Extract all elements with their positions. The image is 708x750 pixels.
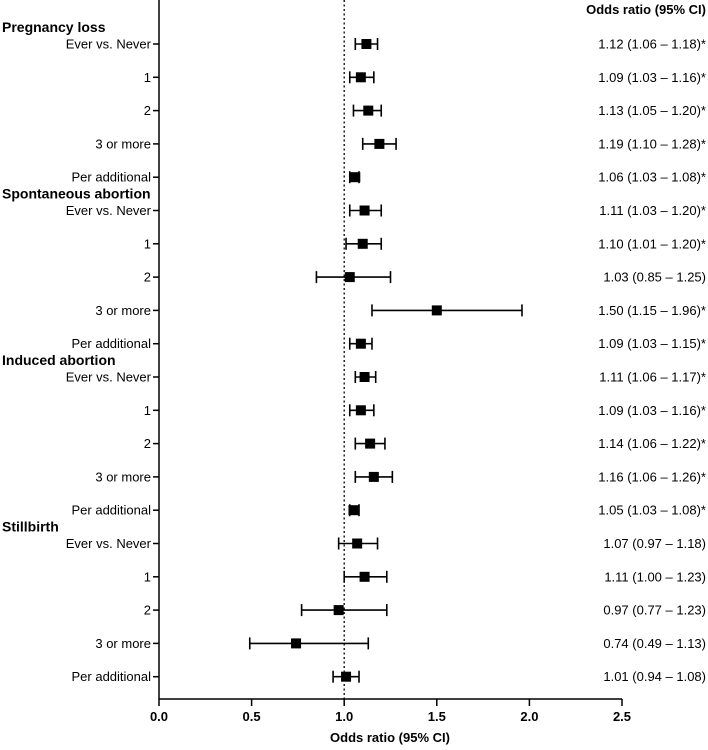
group-heading: Pregnancy loss	[2, 19, 106, 35]
x-tick-label: 2.5	[612, 709, 632, 724]
row-label: 3 or more	[95, 635, 151, 651]
group-heading: Stillbirth	[2, 518, 59, 535]
point-estimate	[365, 439, 375, 449]
row-label: 3 or more	[95, 302, 151, 318]
estimate-label: 1.11 (1.00 – 1.23)	[604, 569, 706, 585]
estimate-label: 1.13 (1.05 – 1.20)*	[598, 103, 706, 119]
point-estimate	[348, 505, 358, 515]
point-estimate	[360, 372, 370, 382]
point-estimate	[350, 172, 360, 182]
estimate-label: 1.10 (1.01 – 1.20)*	[598, 236, 706, 252]
forest-rows	[2, 19, 706, 684]
estimate-label: 1.11 (1.03 – 1.20)*	[599, 203, 706, 218]
row-label: Per additional	[71, 502, 151, 518]
point-estimate	[341, 672, 351, 682]
row-label: 1	[143, 402, 151, 418]
row-label: Per additional	[71, 169, 151, 185]
point-estimate	[352, 539, 362, 549]
row-label: 3 or more	[95, 136, 151, 152]
point-estimate	[363, 106, 373, 116]
group-heading: Induced abortion	[2, 352, 116, 368]
estimate-label: 1.09 (1.03 – 1.15)*	[598, 336, 706, 352]
estimate-label: 0.74 (0.49 – 1.13)	[603, 635, 706, 651]
row-label: Per additional	[71, 669, 151, 685]
estimate-label: 0.97 (0.77 – 1.23)	[603, 602, 706, 618]
estimate-label: 1.07 (0.97 – 1.18)	[603, 536, 706, 551]
estimate-label: 1.50 (1.15 – 1.96)*	[598, 302, 706, 318]
estimate-label: 1.14 (1.06 – 1.22)*	[598, 436, 706, 452]
estimate-label: 1.03 (0.85 – 1.25)	[603, 269, 706, 285]
x-tick-label: 1.0	[335, 709, 354, 724]
point-estimate	[360, 206, 370, 216]
estimate-label: 1.01 (0.94 – 1.08)	[603, 669, 706, 685]
point-estimate	[356, 72, 366, 82]
x-axis-ticks	[150, 699, 631, 724]
estimate-label: 1.16 (1.06 – 1.26)*	[598, 469, 706, 485]
point-estimate	[361, 39, 371, 49]
row-label: 1	[143, 569, 151, 585]
estimate-label: 1.06 (1.03 – 1.08)*	[598, 169, 706, 185]
row-label: 2	[143, 602, 151, 618]
row-label: 2	[143, 269, 151, 285]
point-estimate	[360, 572, 370, 582]
row-label: Per additional	[71, 336, 151, 352]
point-estimate	[432, 305, 442, 315]
point-estimate	[356, 339, 366, 349]
row-label: 1	[143, 236, 151, 252]
point-estimate	[356, 405, 366, 415]
point-estimate	[358, 239, 368, 249]
estimate-label: 1.12 (1.06 – 1.18)*	[598, 36, 706, 52]
x-tick-label: 1.5	[427, 709, 446, 724]
x-tick-label: 0.5	[242, 709, 261, 724]
row-label: Ever vs. Never	[65, 536, 151, 551]
row-label: 2	[143, 103, 151, 119]
estimate-label: 1.19 (1.10 – 1.28)*	[598, 136, 706, 152]
estimate-label: 1.05 (1.03 – 1.08)*	[598, 502, 706, 518]
row-label: Ever vs. Never	[65, 369, 151, 385]
estimate-label: 1.11 (1.06 – 1.17)*	[599, 369, 706, 385]
x-tick-label: 0.0	[149, 709, 169, 724]
row-label: 2	[143, 436, 151, 452]
point-estimate	[345, 272, 355, 282]
point-estimate	[291, 638, 301, 648]
group-heading: Spontaneous abortion	[2, 185, 151, 202]
point-estimate	[374, 139, 384, 149]
estimate-column-header: Odds ratio (95% CI)	[586, 2, 706, 17]
row-label: Ever vs. Never	[65, 203, 151, 218]
estimate-label: 1.09 (1.03 – 1.16)*	[598, 69, 706, 85]
point-estimate	[334, 605, 344, 615]
row-label: 3 or more	[95, 469, 151, 485]
point-estimate	[369, 472, 379, 482]
x-axis-label: Odds ratio (95% CI)	[330, 730, 450, 745]
row-label: 1	[143, 69, 151, 85]
x-tick-label: 2.0	[520, 709, 539, 724]
row-label: Ever vs. Never	[65, 36, 151, 52]
estimate-label: 1.09 (1.03 – 1.16)*	[598, 402, 706, 418]
